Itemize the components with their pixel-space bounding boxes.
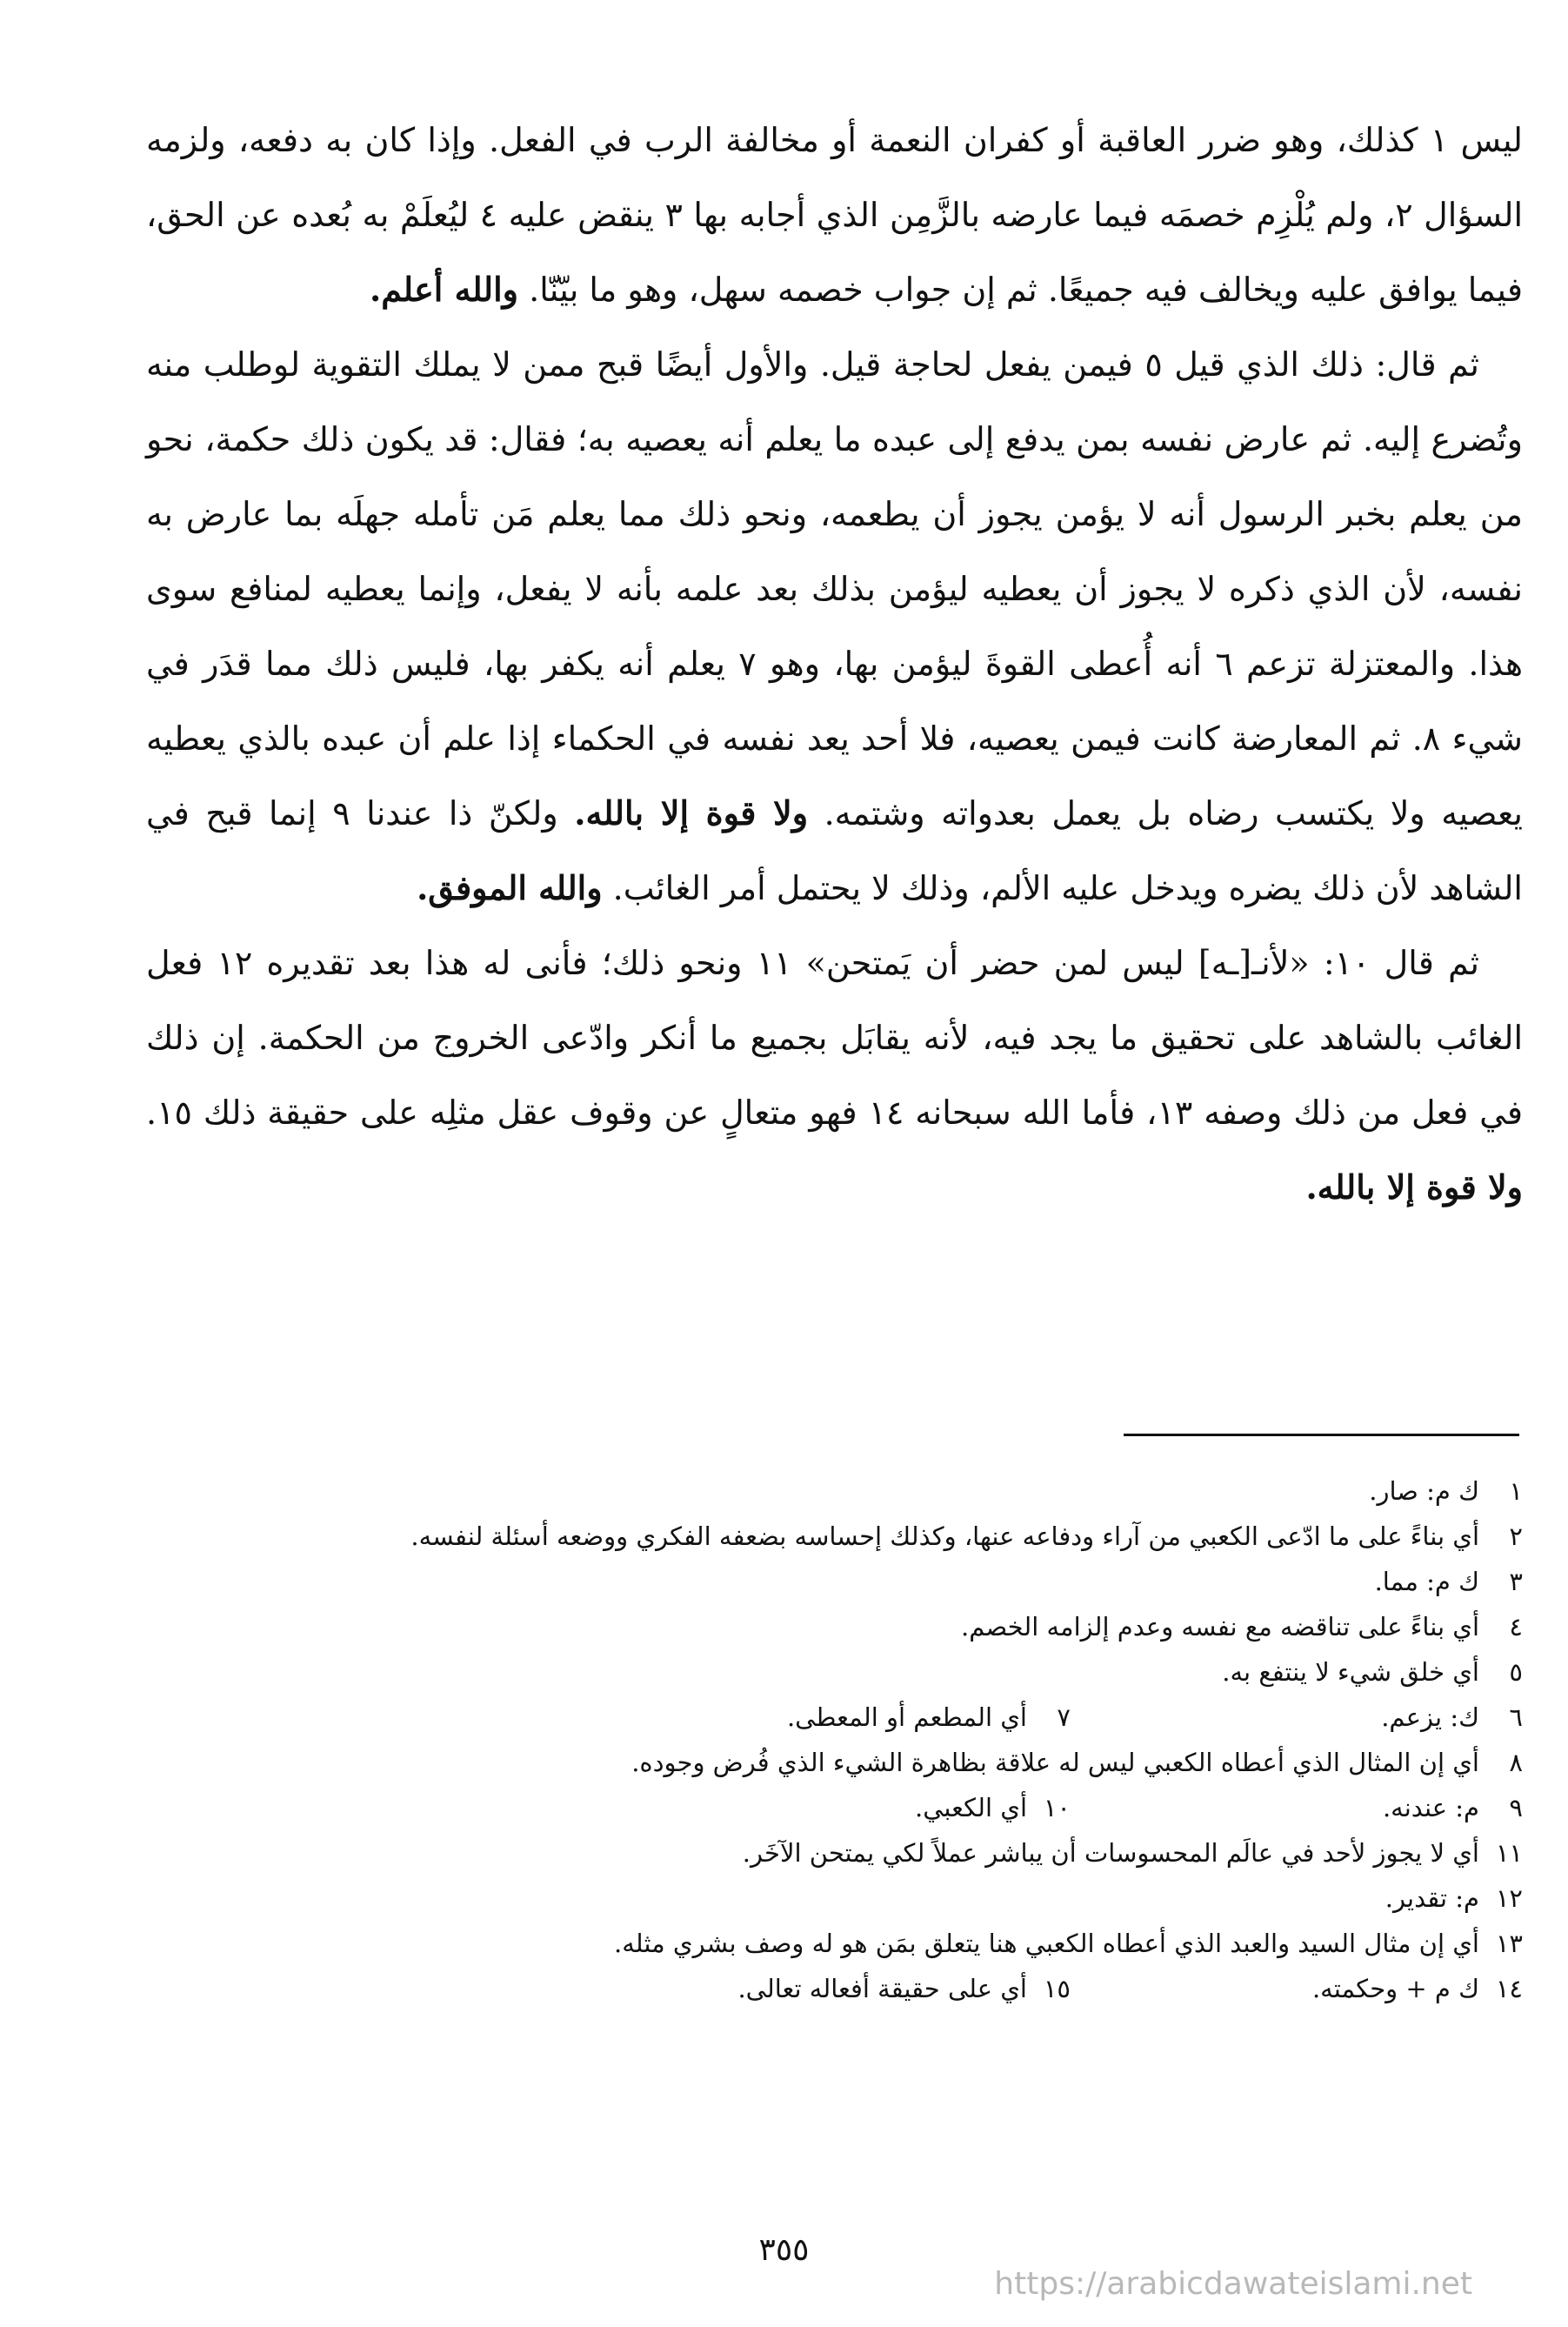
footnote-text: أي الكعبي. bbox=[914, 1793, 1027, 1822]
footnote-text: أي بناءً على تناقضه مع نفسه وعدم إلزامه الخصم. bbox=[960, 1612, 1479, 1642]
footnote-row bbox=[146, 1514, 1523, 1559]
footnote-number: ٩ bbox=[1509, 1793, 1523, 1822]
footnote-text: ك: يزعم. bbox=[1381, 1702, 1479, 1732]
paragraph-1-closing: والله أعلم. bbox=[370, 270, 519, 309]
paragraph-2-closing: والله الموفق. bbox=[417, 868, 603, 907]
paragraph-1-text: ليس ١ كذلك، وهو ضرر العاقبة أو كفران النعمة أو مخالفة الرب في الفعل. وإذا كان به دفعه، ولزمه السؤال ٢، ولم يُلْزِم خصمَه فيما عارضه بالزَّمِن الذي أجابه بها ٣ ينقض عليه ٤ ليُعلَمْ به بُعده عن الحق، فيما يوافق عليه ويخالف فيه جميعًا. ثم إن جواب خصمه سهل، وهو ما بيّنّا. bbox=[146, 121, 1523, 309]
footnote-text: أي المطعم أو المعطى. bbox=[786, 1702, 1027, 1732]
footnote-text: أي إن مثال السيد والعبد الذي أعطاه الكعبي هنا يتعلق بمَن هو له وصف بشري مثله. bbox=[614, 1929, 1479, 1958]
paragraph-2-text: ثم قال: ذلك الذي قيل ٥ فيمن يفعل لحاجة قيل. والأول أيضًا قبح ممن لا يملك التقوية لوطلب منه وتُضرع إليه. ثم عارض نفسه بمن يدفع إلى عبده ما يعلم أنه يعصيه به؛ فقال: قد يكون ذلك حكمة، نحو من يعلم بخبر الرسول أنه لا يؤمن يجوز أن يطعمه، ونحو ذلك مما يعلم مَن تأمله جهلَه بما عارض به نفسه، لأن الذي ذكره لا يجوز أن يعطيه ليؤمن بذلك بعد علمه بأنه لا يفعل، وإنما يعطيه لمنافع سوى هذا. والمعتزلة تزعم ٦ أنه أُعطى القوةَ ليؤمن بها، وهو ٧ يعلم أنه يكفر بها، فليس ذلك مما قدَر في شيء ٨. ثم المعارضة كانت فيمن يعصيه، فلا أحد يعد نفسه في الحكماء إذا علم أن عبده بالذي يعطيه يعصيه ولا يكتسب رضاه بل يعمل بعدواته وشتمه. bbox=[146, 345, 1523, 833]
footnote-text: ك م + وحكمته. bbox=[1311, 1974, 1479, 2003]
paragraph-1 bbox=[146, 103, 1523, 327]
footnote-number: ١٥ bbox=[1043, 1974, 1071, 2003]
footnote-text: أي لا يجوز لأحد في عالَم المحسوسات أن يباشر عملاً لكي يمتحن الآخَر. bbox=[742, 1838, 1479, 1868]
footnote-text: م: تقدير. bbox=[1385, 1883, 1479, 1913]
footnote-number: ١ bbox=[1509, 1476, 1523, 1506]
footnote-number: ٥ bbox=[1509, 1657, 1523, 1687]
footnote-10 bbox=[915, 1785, 1071, 1830]
footnote-4 bbox=[961, 1604, 1523, 1649]
page-number: ٣٥٥ bbox=[758, 2232, 810, 2268]
footnote-text: أي خلق شيء لا ينتفع به. bbox=[1222, 1657, 1479, 1687]
footnote-number: ١٤ bbox=[1495, 1974, 1523, 2003]
footnote-text: ك م: مما. bbox=[1374, 1567, 1479, 1596]
footnote-2 bbox=[410, 1514, 1523, 1559]
footnote-row bbox=[146, 1921, 1523, 1966]
footnote-number: ١٠ bbox=[1043, 1793, 1071, 1822]
footnote-number: ٧ bbox=[1057, 1702, 1071, 1732]
footnote-row bbox=[146, 1876, 1523, 1921]
paragraph-2 bbox=[146, 327, 1523, 926]
footnote-1 bbox=[1369, 1468, 1523, 1514]
footnote-15 bbox=[737, 1966, 1071, 2011]
paragraph-3 bbox=[146, 926, 1523, 1225]
footnote-text: ك م: صار. bbox=[1369, 1476, 1479, 1506]
paragraph-3-text: ثم قال ١٠: «لأنـ[ـه] ليس لمن حضر أن يَمتحن» ١١ ونحو ذلك؛ فأنى له هذا بعد تقديره ١٢ فعل الغائب بالشاهد على تحقيق ما يجد فيه، لأنه يقابَل بجميع ما أنكر وادّعى الخروج من الحكمة. إن ذلك في فعل من ذلك وصفه ١٣، فأما الله سبحانه ١٤ فهو متعالٍ عن وقوف عقل مثلِه على حقيقة ذلك ١٥. bbox=[146, 944, 1523, 1132]
paragraph-3-closing: ولا قوة إلا بالله. bbox=[1305, 1167, 1523, 1207]
footnote-6 bbox=[1071, 1695, 1523, 1740]
main-text bbox=[146, 103, 1523, 1225]
footnote-5 bbox=[1222, 1649, 1523, 1695]
footnote-13 bbox=[614, 1921, 1523, 1966]
watermark-url: https://arabicdawateislami.net bbox=[994, 2266, 1472, 2302]
footnote-8 bbox=[631, 1740, 1523, 1785]
footnote-text: م: عندنه. bbox=[1382, 1793, 1479, 1822]
footnote-number: ٣ bbox=[1509, 1567, 1523, 1596]
footnote-text: أي بناءً على ما ادّعى الكعبي من آراء ودفاعه عنها، وكذلك إحساسه بضعفه الفكري ووضعه أسئلة لنفسه. bbox=[410, 1521, 1479, 1551]
footnote-14 bbox=[1071, 1966, 1523, 2011]
footnote-text: أي على حقيقة أفعاله تعالى. bbox=[737, 1974, 1027, 2003]
footnote-row bbox=[146, 1695, 1523, 1740]
footnote-row bbox=[146, 1559, 1523, 1604]
footnote-row bbox=[146, 1468, 1523, 1514]
footnote-9 bbox=[1071, 1785, 1523, 1830]
footnote-3 bbox=[1375, 1559, 1523, 1604]
footnote-number: ١١ bbox=[1495, 1838, 1523, 1868]
footnote-row bbox=[146, 1649, 1523, 1695]
footnote-11 bbox=[743, 1830, 1523, 1876]
paragraph-2-continuation: ولكنّ ذا عندنا ٩ إنما قبح في الشاهد لأن ذلك يضره ويدخل عليه الألم، وذلك لا يحتمل أمر الغائب. bbox=[146, 794, 1523, 907]
footnote-number: ٢ bbox=[1509, 1521, 1523, 1551]
footnote-divider bbox=[1124, 1434, 1519, 1436]
footnote-row bbox=[146, 1966, 1523, 2011]
footnote-text: أي إن المثال الذي أعطاه الكعبي ليس له علاقة بظاهرة الشيء الذي فُرض وجوده. bbox=[631, 1748, 1479, 1777]
footnote-number: ١٢ bbox=[1495, 1883, 1523, 1913]
footnote-row bbox=[146, 1785, 1523, 1830]
footnote-number: ١٣ bbox=[1495, 1929, 1523, 1958]
footnote-number: ٤ bbox=[1509, 1612, 1523, 1642]
footnote-number: ٦ bbox=[1509, 1702, 1523, 1732]
footnote-7 bbox=[787, 1695, 1071, 1740]
footnote-row bbox=[146, 1740, 1523, 1785]
footnote-12 bbox=[1385, 1876, 1523, 1921]
footnote-row bbox=[146, 1604, 1523, 1649]
footnote-row bbox=[146, 1830, 1523, 1876]
footnote-number: ٨ bbox=[1509, 1748, 1523, 1777]
footnotes bbox=[146, 1468, 1523, 2011]
paragraph-2-bold-phrase: ولا قوة إلا بالله. bbox=[574, 793, 809, 833]
